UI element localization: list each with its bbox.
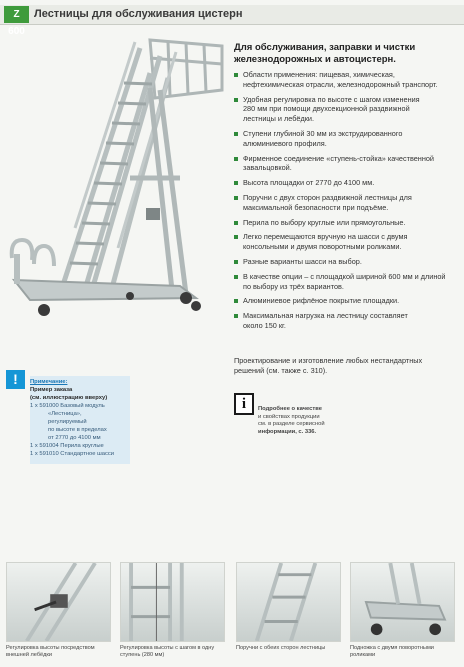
bullet-icon (234, 235, 238, 239)
feature-item: Максимальная нагрузка на лестницу составляет около 150 кг. (234, 311, 460, 331)
feature-item: Высота площадки от 2770 до 4100 мм. (234, 178, 460, 188)
intro-text (234, 42, 460, 66)
intro-line: Для обслуживания, заправки и чистки (234, 42, 416, 53)
feature-item: Области применения: пищевая, химическая, нефтехимическая отрасли, железнодорожный транспорт. (234, 70, 460, 90)
info-icon: i (234, 393, 254, 415)
thumbnail-chassis (350, 562, 455, 642)
feature-list (234, 70, 460, 336)
feature-item: Фирменное соединение «ступень-стойка» качественной завальцовкой. (234, 154, 460, 174)
bullet-icon (234, 98, 238, 102)
tank-ladder-illustration (0, 28, 225, 328)
note-subtitle: Пример заказа (30, 387, 73, 393)
catalog-code-badge: Z 600 (4, 6, 29, 23)
feature-item: Удобная регулировка по высоте с шагом изменения 280 мм при помощи двухсекционной раздвижной лестницы и лебёдки. (234, 95, 460, 124)
bullet-icon (234, 260, 238, 264)
ladder-stringers (62, 48, 168, 290)
thumbnail-caption: Подножка с двумя поворотными роликами (350, 645, 434, 659)
note-subtitle: (см. иллюстрацию вверху) (30, 395, 108, 401)
thumbnail-winch (6, 562, 111, 642)
bullet-icon (234, 299, 238, 303)
platform-railing (150, 40, 222, 98)
thumbnail-handrails (236, 562, 341, 642)
bullet-icon (234, 181, 238, 185)
feature-item: Алюминиевое рифлёное покрытие площадки. (234, 296, 460, 306)
thumbnail-caption: Регулировка высоты посредством внешней лебёдки (6, 645, 95, 659)
order-row: 1 x 591004 Перила круглые (30, 443, 104, 449)
intro-line: железнодорожных и автоцистерн. (234, 54, 396, 65)
bullet-icon (234, 221, 238, 225)
page-title: Лестницы для обслуживания цистерн (34, 8, 243, 20)
exclamation-icon: ! (6, 370, 25, 389)
bullet-icon (234, 314, 238, 318)
order-row-detail: по высоте в пределах (48, 427, 107, 433)
feature-item: Ступени глубиной 30 мм из экструдированного алюминиевого профиля. (234, 129, 460, 149)
custom-solutions-note: Проектирование и изготовление любых нестандартных решений (см. также с. 310). (234, 356, 423, 375)
order-example-note (30, 378, 140, 458)
info-reference: Подробнее о качестве и свойствах продукции см. в разделе сервисной информации, с. 336. (258, 406, 325, 435)
bullet-icon (234, 275, 238, 279)
feature-item: Разные варианты шасси на выбор. (234, 257, 460, 267)
order-row: 1 x 591000 Базовый модуль (30, 403, 105, 409)
winch (146, 208, 160, 220)
feature-item: Поручни с двух сторон раздвижной лестницы для максимальной безопасности при подъёме. (234, 193, 460, 213)
thumbnail-step-adjustment (120, 562, 225, 642)
thumbnail-caption: Регулировка высоты с шагом в одну ступень (280 мм) (120, 645, 215, 659)
order-row: 1 x 591010 Стандартное шасси (30, 451, 115, 457)
order-row-detail: регулируемый (48, 419, 87, 425)
feature-item: Перила по выбору круглые или прямоугольные. (234, 218, 460, 228)
bullet-icon (234, 196, 238, 200)
bullet-icon (234, 73, 238, 77)
note-title: Примечание: (30, 379, 68, 385)
bullet-icon (234, 157, 238, 161)
order-row-detail: «Лестница», (48, 411, 82, 417)
bullet-icon (234, 132, 238, 136)
feature-item: В качестве опции – с площадкой шириной 600 мм и длиной по выбору из трёх вариантов. (234, 272, 460, 292)
feature-item: Легко перемещаются вручную на шасси с двумя консольными и двумя поворотными роликами. (234, 232, 460, 252)
thumbnail-caption: Поручни с обеих сторон лестницы (236, 645, 326, 651)
order-row-detail: от 2770 до 4100 мм (48, 435, 101, 441)
